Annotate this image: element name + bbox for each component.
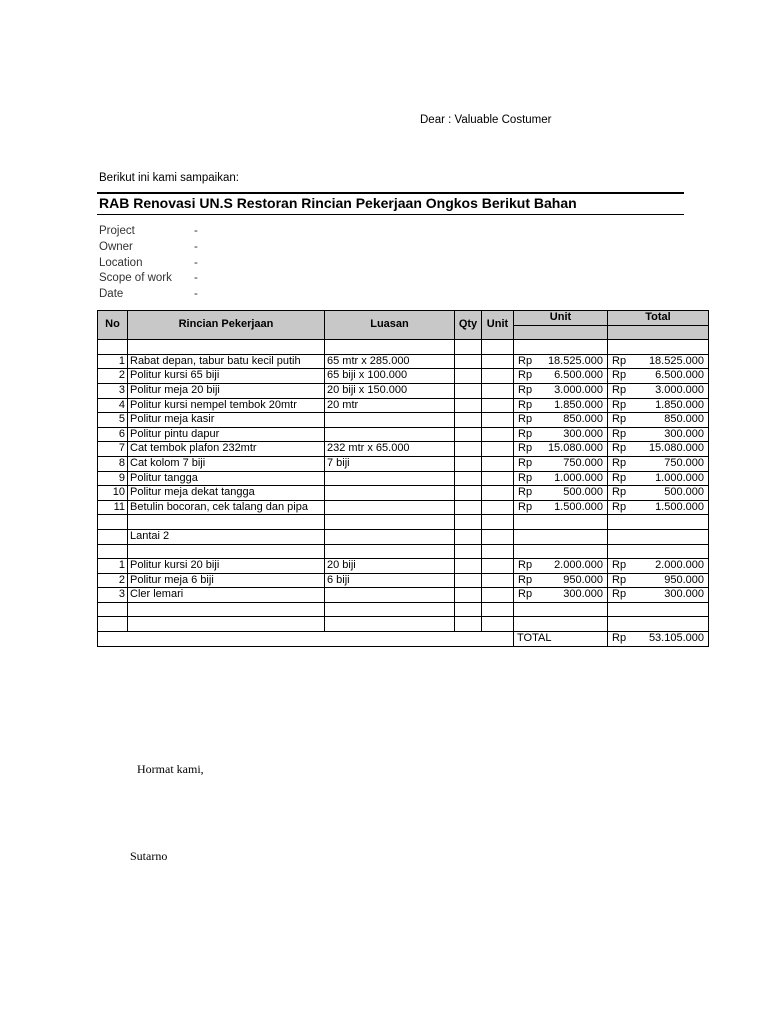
cell-unit-price: 18.525.000 — [540, 354, 608, 369]
cell-description — [128, 340, 325, 355]
cell-unit-currency: Rp — [514, 456, 540, 471]
cell-unit-currency: Rp — [514, 588, 540, 603]
cell-unit-currency: Rp — [514, 427, 540, 442]
total-row-spacer — [98, 632, 514, 647]
table-row — [98, 456, 709, 471]
cell-unit-currency: Rp — [514, 369, 540, 384]
cell-total-currency — [608, 515, 634, 530]
cell-qty — [455, 471, 482, 486]
cell-unit-currency — [514, 617, 540, 632]
cell-total: 15.080.000 — [634, 442, 709, 457]
title-top-rule — [97, 192, 684, 194]
cell-luasan: 20 biji x 150.000 — [325, 383, 455, 398]
table-row — [98, 442, 709, 457]
cell-unit-currency: Rp — [514, 413, 540, 428]
cell-description: Politur kursi 20 biji — [128, 559, 325, 574]
cell-total: 1.850.000 — [634, 398, 709, 413]
cell-unit-price: 2.000.000 — [540, 559, 608, 574]
project-meta — [99, 224, 214, 303]
cell-luasan — [325, 515, 455, 530]
cell-total-currency: Rp — [608, 354, 634, 369]
col-header-rincian: Rincian Pekerjaan — [128, 311, 325, 340]
table-row — [98, 500, 709, 515]
cell-description: Lantai 2 — [128, 529, 325, 544]
cell-unit-price — [540, 340, 608, 355]
cell-qty — [455, 602, 482, 617]
cell-total-currency — [608, 529, 634, 544]
cell-unit — [482, 573, 514, 588]
cell-total: 300.000 — [634, 427, 709, 442]
cell-total-currency: Rp — [608, 471, 634, 486]
cell-total: 6.500.000 — [634, 369, 709, 384]
meta-row-owner — [99, 240, 214, 256]
cell-no — [98, 544, 128, 559]
cell-luasan — [325, 529, 455, 544]
cell-unit — [482, 340, 514, 355]
cell-qty — [455, 442, 482, 457]
cell-unit-price: 1.000.000 — [540, 471, 608, 486]
cell-qty — [455, 573, 482, 588]
cell-unit-price: 300.000 — [540, 588, 608, 603]
cell-luasan — [325, 340, 455, 355]
cell-total-currency: Rp — [608, 383, 634, 398]
cell-description: Politur kursi 65 biji — [128, 369, 325, 384]
cell-total: 18.525.000 — [634, 354, 709, 369]
table-row — [98, 471, 709, 486]
cell-unit-price: 750.000 — [540, 456, 608, 471]
meta-row-scope — [99, 271, 214, 287]
cell-unit — [482, 515, 514, 530]
cell-no — [98, 515, 128, 530]
cell-total: 1.500.000 — [634, 500, 709, 515]
cell-unit-price: 500.000 — [540, 486, 608, 501]
cell-unit — [482, 529, 514, 544]
cell-description — [128, 602, 325, 617]
cell-total-currency: Rp — [608, 588, 634, 603]
cell-total-currency: Rp — [608, 573, 634, 588]
cell-total-currency — [608, 602, 634, 617]
cell-unit-currency: Rp — [514, 442, 540, 457]
cell-total: 3.000.000 — [634, 383, 709, 398]
table-body — [98, 340, 709, 632]
cell-luasan — [325, 427, 455, 442]
cell-unit-currency: Rp — [514, 486, 540, 501]
meta-value: - — [194, 240, 198, 253]
col-header-total-sub — [608, 325, 709, 340]
table-row — [98, 515, 709, 530]
cell-unit — [482, 413, 514, 428]
cell-unit-price: 15.080.000 — [540, 442, 608, 457]
table-row — [98, 529, 709, 544]
meta-label: Scope of work — [99, 272, 172, 285]
cell-qty — [455, 588, 482, 603]
cell-no — [98, 617, 128, 632]
cell-total — [634, 617, 709, 632]
cell-no: 1 — [98, 559, 128, 574]
total-label: TOTAL — [514, 632, 608, 647]
cell-description: Politur kursi nempel tembok 20mtr — [128, 398, 325, 413]
cell-no: 2 — [98, 369, 128, 384]
cell-unit — [482, 456, 514, 471]
meta-label: Owner — [99, 240, 133, 253]
cell-unit-currency: Rp — [514, 500, 540, 515]
meta-value: - — [194, 288, 198, 300]
cell-luasan — [325, 413, 455, 428]
cell-total: 750.000 — [634, 456, 709, 471]
cell-qty — [455, 486, 482, 501]
col-header-unit-price-sub — [514, 325, 608, 340]
cell-description: Betulin bocoran, cek talang dan pipa — [128, 500, 325, 515]
col-header-unit-price: Unit — [514, 311, 608, 326]
cell-total-currency — [608, 617, 634, 632]
cell-luasan — [325, 500, 455, 515]
cell-total-currency — [608, 544, 634, 559]
cell-unit-price: 3.000.000 — [540, 383, 608, 398]
cell-unit-currency — [514, 544, 540, 559]
cell-unit — [482, 559, 514, 574]
cell-unit-price — [540, 602, 608, 617]
cell-no: 2 — [98, 573, 128, 588]
recipient-line: Dear : Valuable Costumer — [420, 114, 552, 126]
cell-unit-price: 6.500.000 — [540, 369, 608, 384]
meta-row-date — [99, 287, 214, 303]
cell-qty — [455, 369, 482, 384]
cell-total: 1.000.000 — [634, 471, 709, 486]
cell-no — [98, 340, 128, 355]
col-header-luasan: Luasan — [325, 311, 455, 340]
cell-unit-currency: Rp — [514, 383, 540, 398]
cell-total: 2.000.000 — [634, 559, 709, 574]
cell-no: 7 — [98, 442, 128, 457]
cell-description: Politur meja 6 biji — [128, 573, 325, 588]
cell-luasan — [325, 617, 455, 632]
cell-luasan: 232 mtr x 65.000 — [325, 442, 455, 457]
cell-unit-price: 300.000 — [540, 427, 608, 442]
cell-no: 6 — [98, 427, 128, 442]
signatory-name: Sutarno — [130, 849, 168, 863]
cell-unit-price — [540, 544, 608, 559]
table-row — [98, 617, 709, 632]
meta-value: - — [194, 272, 198, 285]
cell-total — [634, 602, 709, 617]
cell-qty — [455, 340, 482, 355]
table-row — [98, 573, 709, 588]
cell-qty — [455, 456, 482, 471]
cell-description: Politur tangga — [128, 471, 325, 486]
table-row — [98, 544, 709, 559]
cell-description: Cat tembok plafon 232mtr — [128, 442, 325, 457]
cell-unit — [482, 442, 514, 457]
cell-unit — [482, 354, 514, 369]
cell-total-currency: Rp — [608, 413, 634, 428]
cell-unit-price — [540, 617, 608, 632]
document-title: RAB Renovasi UN.S Restoran Rincian Pekerjaan Ongkos Berikut Bahan — [99, 195, 577, 211]
cell-total-currency: Rp — [608, 442, 634, 457]
col-header-qty: Qty — [455, 311, 482, 340]
table-row — [98, 559, 709, 574]
cell-qty — [455, 427, 482, 442]
cell-unit-currency — [514, 340, 540, 355]
intro-text: Berikut ini kami sampaikan: — [99, 172, 239, 184]
cell-description: Politur meja kasir — [128, 413, 325, 428]
cell-no: 1 — [98, 354, 128, 369]
cell-description — [128, 515, 325, 530]
cost-table — [97, 310, 709, 647]
table-row — [98, 398, 709, 413]
cell-luasan: 20 biji — [325, 559, 455, 574]
cell-unit — [482, 617, 514, 632]
total-row — [98, 632, 709, 647]
cell-unit-price — [540, 529, 608, 544]
cell-no: 4 — [98, 398, 128, 413]
cell-unit-currency — [514, 515, 540, 530]
cell-description: Politur pintu dapur — [128, 427, 325, 442]
cell-total: 850.000 — [634, 413, 709, 428]
cell-luasan — [325, 544, 455, 559]
cell-luasan: 6 biji — [325, 573, 455, 588]
cell-luasan — [325, 602, 455, 617]
cell-no: 3 — [98, 383, 128, 398]
cell-unit-currency: Rp — [514, 398, 540, 413]
meta-label: Project — [99, 225, 135, 237]
cell-total-currency: Rp — [608, 398, 634, 413]
cell-no — [98, 602, 128, 617]
table-row — [98, 369, 709, 384]
cell-total: 500.000 — [634, 486, 709, 501]
cell-luasan: 20 mtr — [325, 398, 455, 413]
grand-total: 53.105.000 — [634, 632, 709, 647]
table-row — [98, 413, 709, 428]
meta-row-project — [99, 224, 214, 240]
col-header-unit: Unit — [482, 311, 514, 340]
cell-unit — [482, 398, 514, 413]
closing-salutation: Hormat kami, — [137, 762, 204, 776]
cell-unit-currency: Rp — [514, 471, 540, 486]
cell-description: Rabat depan, tabur batu kecil putih — [128, 354, 325, 369]
cell-luasan: 65 mtr x 285.000 — [325, 354, 455, 369]
table-row — [98, 340, 709, 355]
cell-unit-currency: Rp — [514, 354, 540, 369]
cell-unit — [482, 427, 514, 442]
cell-total — [634, 544, 709, 559]
cell-luasan — [325, 471, 455, 486]
cell-total-currency: Rp — [608, 486, 634, 501]
cell-unit — [482, 383, 514, 398]
cell-unit-price: 1.850.000 — [540, 398, 608, 413]
cell-total — [634, 340, 709, 355]
cell-description: Cat kolom 7 biji — [128, 456, 325, 471]
meta-label: Date — [99, 288, 124, 300]
cell-unit — [482, 471, 514, 486]
cell-qty — [455, 383, 482, 398]
cell-description: Politur meja 20 biji — [128, 383, 325, 398]
meta-label: Location — [99, 256, 143, 269]
cell-total: 300.000 — [634, 588, 709, 603]
cell-description — [128, 617, 325, 632]
cell-luasan: 7 biji — [325, 456, 455, 471]
cell-no — [98, 529, 128, 544]
cell-qty — [455, 617, 482, 632]
cell-unit-price: 950.000 — [540, 573, 608, 588]
cell-luasan — [325, 588, 455, 603]
cell-total-currency: Rp — [608, 456, 634, 471]
cell-total-currency: Rp — [608, 427, 634, 442]
cell-qty — [455, 413, 482, 428]
cell-unit — [482, 588, 514, 603]
col-header-no: No — [98, 311, 128, 340]
cell-qty — [455, 529, 482, 544]
cell-qty — [455, 515, 482, 530]
cell-unit-price: 850.000 — [540, 413, 608, 428]
cell-total-currency: Rp — [608, 369, 634, 384]
cell-unit — [482, 602, 514, 617]
cell-qty — [455, 544, 482, 559]
cell-no: 11 — [98, 500, 128, 515]
cell-qty — [455, 354, 482, 369]
cell-unit-price — [540, 515, 608, 530]
cell-luasan — [325, 486, 455, 501]
cell-description: Cler lemari — [128, 588, 325, 603]
cell-no: 10 — [98, 486, 128, 501]
cell-qty — [455, 398, 482, 413]
table-header-row — [98, 311, 709, 326]
cell-total — [634, 515, 709, 530]
cell-qty — [455, 559, 482, 574]
cell-unit-currency: Rp — [514, 559, 540, 574]
cell-unit — [482, 544, 514, 559]
cell-total-currency: Rp — [608, 500, 634, 515]
meta-value: - — [194, 225, 198, 237]
cell-description: Politur meja dekat tangga — [128, 486, 325, 501]
cell-no: 8 — [98, 456, 128, 471]
table-row — [98, 383, 709, 398]
cell-qty — [455, 500, 482, 515]
meta-value: - — [194, 256, 198, 269]
total-currency: Rp — [608, 632, 634, 647]
table-row — [98, 427, 709, 442]
cell-description — [128, 544, 325, 559]
table-row — [98, 602, 709, 617]
table-row — [98, 588, 709, 603]
cell-total — [634, 529, 709, 544]
cell-luasan: 65 biji x 100.000 — [325, 369, 455, 384]
table-row — [98, 354, 709, 369]
col-header-total: Total — [608, 311, 709, 326]
cell-no: 5 — [98, 413, 128, 428]
cell-total: 950.000 — [634, 573, 709, 588]
cell-total-currency: Rp — [608, 559, 634, 574]
cell-unit — [482, 500, 514, 515]
cell-unit — [482, 486, 514, 501]
cell-no: 9 — [98, 471, 128, 486]
cell-unit — [482, 369, 514, 384]
cell-total-currency — [608, 340, 634, 355]
title-bottom-rule — [97, 214, 684, 215]
cell-unit-price: 1.500.000 — [540, 500, 608, 515]
cell-unit-currency — [514, 602, 540, 617]
meta-row-location — [99, 256, 214, 272]
cell-no: 3 — [98, 588, 128, 603]
cell-unit-currency: Rp — [514, 573, 540, 588]
cell-unit-currency — [514, 529, 540, 544]
table-row — [98, 486, 709, 501]
